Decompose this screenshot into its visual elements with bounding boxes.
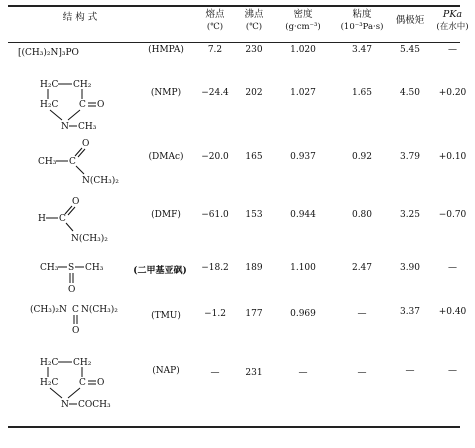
cell-viscosity: 3.47 bbox=[351, 45, 373, 55]
dmf-oxygen: O bbox=[72, 197, 80, 207]
cell-viscosity: 1.65 bbox=[351, 88, 373, 98]
cell-viscosity: 0.80 bbox=[351, 210, 373, 220]
nap-h2c-top: H₂C bbox=[40, 358, 59, 368]
dmso-methyl-left: CH₃ bbox=[40, 263, 59, 273]
cell-dipole: 3.79 bbox=[399, 152, 421, 162]
header-bp-label: 沸点 bbox=[244, 9, 264, 20]
cell-name: (DMAc) bbox=[148, 152, 184, 162]
nap-nitrogen: N bbox=[61, 400, 69, 410]
tmu-left-amine: (CH₃)₂N bbox=[30, 305, 67, 315]
cell-boiling-point: 177 bbox=[245, 309, 263, 319]
header-pka-label: PKa bbox=[442, 9, 463, 20]
dmac-amine: N(CH₃)₂ bbox=[82, 176, 119, 186]
dmf-amine: N(CH₃)₂ bbox=[71, 234, 108, 244]
cell-pka: −0.70 bbox=[438, 210, 467, 220]
dmac-double-bond bbox=[75, 148, 82, 156]
cell-melting-point: — bbox=[210, 368, 220, 378]
cell-name: (二甲基亚砜) bbox=[133, 266, 187, 276]
cell-melting-point: −61.0 bbox=[201, 210, 229, 220]
nmp-bond bbox=[68, 110, 80, 120]
cell-pka: — bbox=[448, 366, 457, 376]
cell-pka: +0.40 bbox=[438, 307, 467, 317]
cell-name: (NAP) bbox=[152, 366, 180, 376]
dmac-methyl: CH₃ bbox=[38, 157, 57, 167]
cell-name: (TMU) bbox=[151, 311, 181, 321]
header-pka-unit: (在水中) bbox=[436, 22, 469, 32]
cell-dipole: 3.37 bbox=[399, 307, 421, 317]
cell-viscosity: 0.92 bbox=[351, 152, 373, 162]
dmso-structure bbox=[40, 263, 104, 295]
cell-density: — bbox=[298, 368, 308, 378]
header-structure: 结 构 式 bbox=[62, 12, 98, 23]
cell-viscosity: 2.47 bbox=[351, 263, 373, 273]
dmf-double-bond bbox=[65, 206, 72, 214]
cell-boiling-point: 231 bbox=[245, 368, 263, 378]
dmf-hydrogen: H bbox=[38, 214, 46, 224]
nmp-methyl: CH₃ bbox=[78, 122, 97, 132]
dmf-bond bbox=[66, 223, 73, 231]
cell-boiling-point: 230 bbox=[245, 45, 263, 55]
cell-dipole: 3.90 bbox=[399, 263, 421, 273]
nap-structure bbox=[40, 358, 111, 410]
cell-melting-point: 7.2 bbox=[207, 45, 223, 55]
cell-boiling-point: 189 bbox=[245, 263, 263, 273]
cell-density: 0.969 bbox=[290, 309, 316, 319]
cell-boiling-point: 165 bbox=[245, 152, 263, 162]
dmso-methyl-right: CH₃ bbox=[85, 263, 104, 273]
nmp-h2c-bottom: H₂C bbox=[40, 100, 59, 110]
dmso-sulfur: S bbox=[68, 263, 75, 273]
dmac-carbon: C bbox=[69, 157, 76, 167]
cell-dipole: — bbox=[405, 366, 415, 376]
dmso-oxygen: O bbox=[68, 285, 76, 295]
nap-oxygen: O bbox=[97, 378, 105, 388]
cell-dipole: 5.45 bbox=[399, 45, 421, 55]
header-density-unit: (g·cm⁻³) bbox=[285, 22, 321, 32]
cell-viscosity: — bbox=[357, 368, 367, 378]
cell-melting-point: −1.2 bbox=[204, 309, 226, 319]
header-dipole: 偶极矩 bbox=[395, 15, 425, 26]
cell-name: (HMPA) bbox=[148, 45, 184, 55]
cell-dipole: 3.25 bbox=[399, 210, 421, 220]
header-density-label: 密度 bbox=[293, 9, 313, 20]
cell-density: 1.100 bbox=[290, 263, 316, 273]
cell-density: 1.027 bbox=[290, 88, 316, 98]
cell-dipole: 4.50 bbox=[399, 88, 421, 98]
tmu-oxygen: O bbox=[72, 326, 80, 336]
dmf-carbon: C bbox=[59, 214, 66, 224]
cell-boiling-point: 153 bbox=[245, 210, 263, 220]
cell-viscosity: — bbox=[357, 309, 367, 319]
nmp-structure bbox=[40, 80, 104, 132]
cell-pka: — bbox=[448, 263, 457, 273]
nmp-nitrogen: N bbox=[61, 122, 69, 132]
header-viscosity-label: 粘度 bbox=[352, 9, 372, 20]
nap-h2c-bottom: H₂C bbox=[40, 378, 59, 388]
tmu-structure bbox=[30, 304, 118, 336]
dmf-double-bond bbox=[68, 207, 75, 215]
header-viscosity-unit: (10⁻³Pa·s) bbox=[340, 22, 384, 32]
dmac-double-bond bbox=[78, 149, 85, 157]
nap-carbonyl-c: C bbox=[79, 378, 86, 388]
cell-pka: — bbox=[448, 45, 457, 55]
cell-density: 1.020 bbox=[290, 45, 316, 55]
cell-melting-point: −20.0 bbox=[201, 152, 229, 162]
cell-melting-point: −18.2 bbox=[201, 263, 229, 273]
hmpa-formula: [(CH₃)₂N]₃PO bbox=[18, 48, 79, 58]
nmp-bond bbox=[50, 110, 62, 120]
cell-pka: +0.20 bbox=[438, 88, 467, 98]
cell-pka: +0.10 bbox=[438, 152, 467, 162]
nap-acetyl: COCH₃ bbox=[78, 400, 111, 410]
nmp-carbonyl-c: C bbox=[79, 100, 86, 110]
cell-name: (DMF) bbox=[151, 210, 181, 220]
dmac-bond bbox=[76, 166, 84, 174]
nap-bond bbox=[68, 388, 80, 398]
cell-density: 0.937 bbox=[290, 152, 316, 162]
nmp-ch2-top: CH₂ bbox=[73, 80, 92, 90]
cell-boiling-point: 202 bbox=[245, 88, 263, 98]
tmu-carbon: C bbox=[72, 305, 79, 315]
dmac-oxygen: O bbox=[82, 139, 90, 149]
nmp-h2c-top: H₂C bbox=[40, 80, 59, 90]
cell-melting-point: −24.4 bbox=[201, 88, 229, 98]
nap-ch2-top: CH₂ bbox=[73, 358, 92, 368]
cell-name: (NMP) bbox=[150, 88, 182, 98]
header-mp-label: 熔点 bbox=[205, 9, 225, 20]
nmp-oxygen: O bbox=[97, 100, 105, 110]
cell-density: 0.944 bbox=[290, 210, 316, 220]
tmu-right-amine: N(CH₃)₂ bbox=[81, 305, 118, 315]
dmac-structure bbox=[38, 139, 119, 186]
header-bp-unit: (℃) bbox=[245, 22, 263, 32]
nap-bond bbox=[50, 388, 62, 398]
dmf-structure bbox=[38, 197, 108, 244]
header-mp-unit: (℃) bbox=[206, 22, 224, 32]
